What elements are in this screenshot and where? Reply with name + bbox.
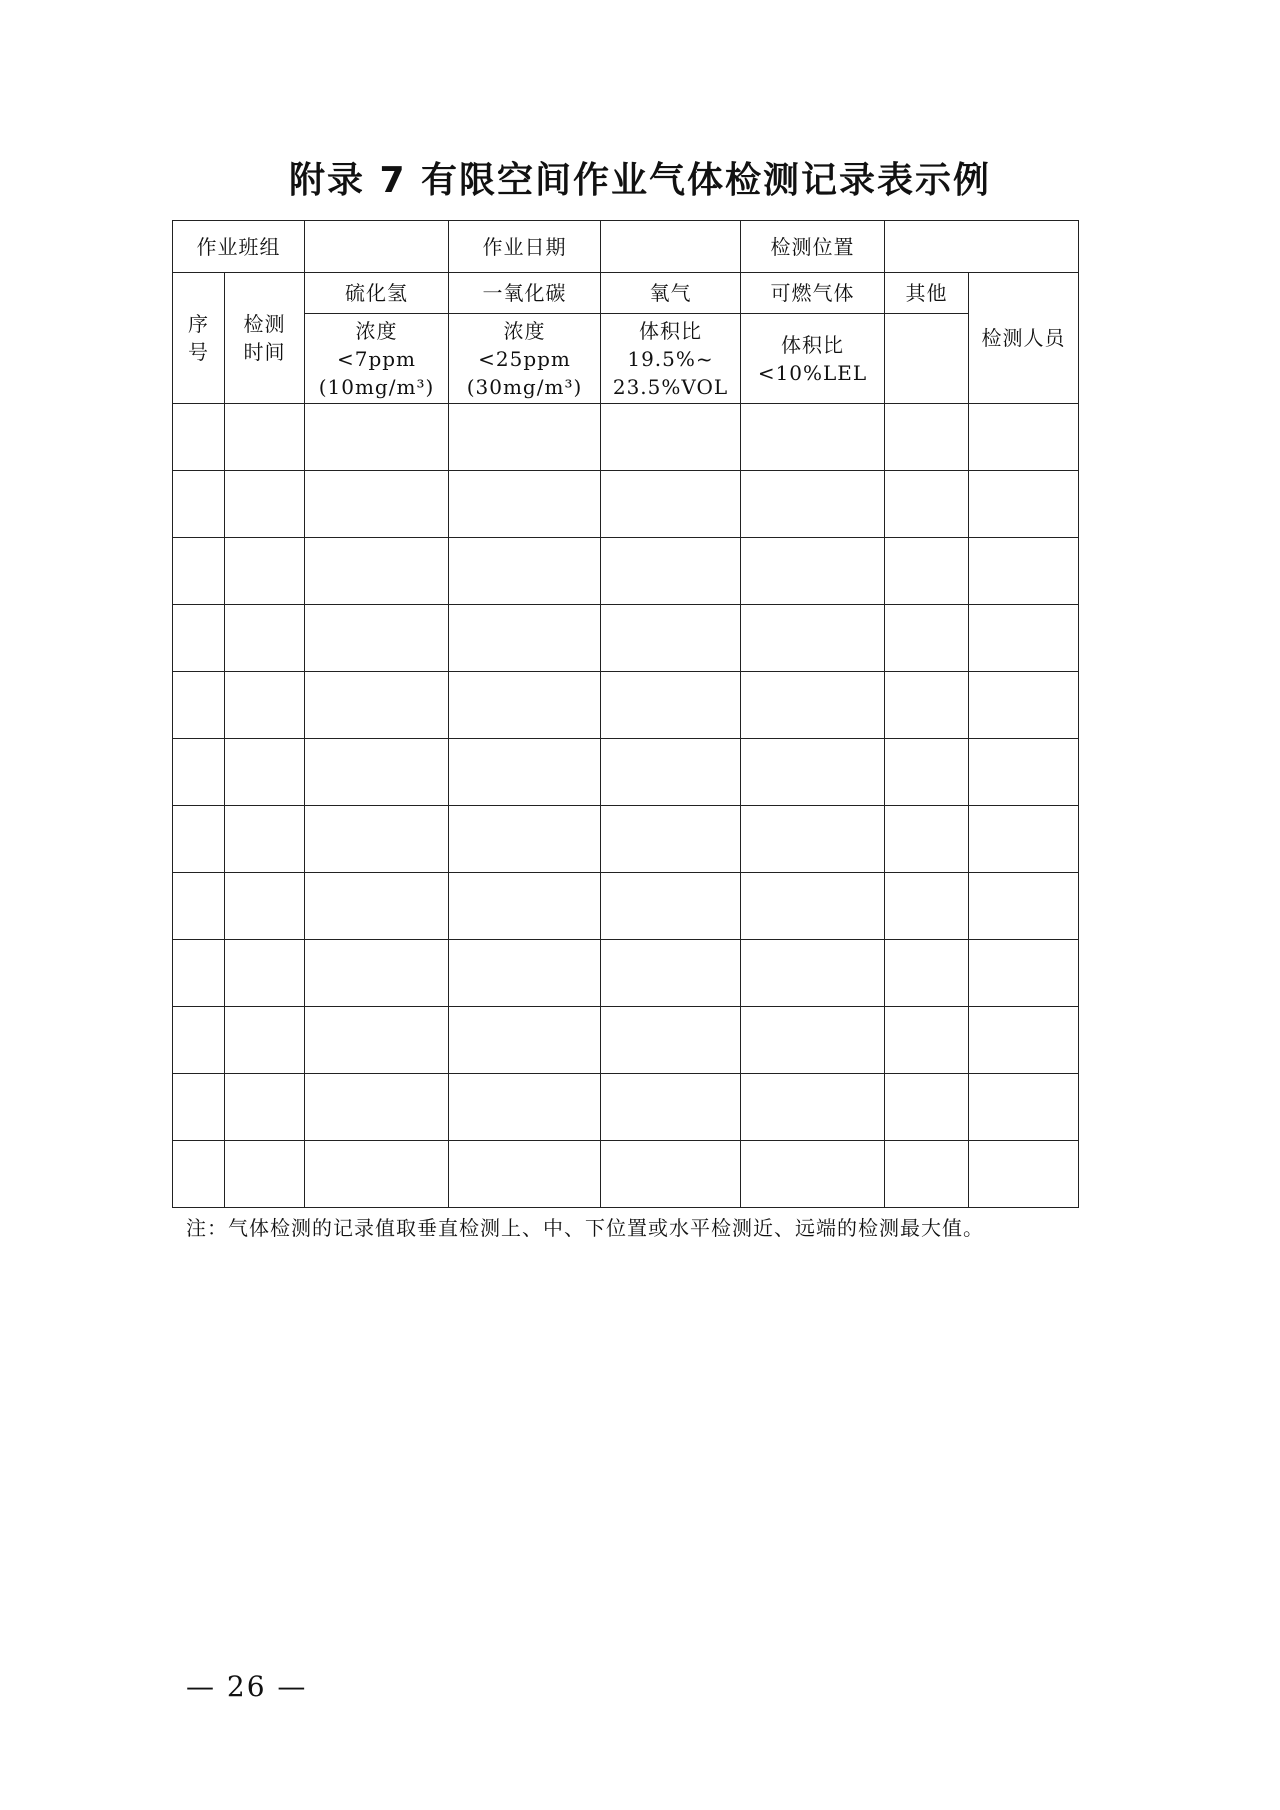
table-cell[interactable] bbox=[601, 873, 741, 940]
table-cell[interactable] bbox=[601, 471, 741, 538]
date-value-cell[interactable] bbox=[601, 221, 741, 273]
combustible-threshold bbox=[741, 314, 885, 404]
table-cell[interactable] bbox=[449, 471, 601, 538]
table-cell[interactable] bbox=[885, 538, 969, 605]
table-cell[interactable] bbox=[225, 1074, 305, 1141]
combustible-threshold-line: <10%LEL bbox=[757, 360, 868, 385]
footnote: 注：气体检测的记录值取垂直检测上、中、下位置或水平检测近、远端的检测最大值。 bbox=[186, 1216, 984, 1240]
table-cell[interactable] bbox=[173, 538, 225, 605]
table-cell[interactable] bbox=[173, 940, 225, 1007]
table-cell[interactable] bbox=[305, 806, 449, 873]
time-header-line2: 时间 bbox=[243, 340, 286, 364]
table-cell[interactable] bbox=[225, 404, 305, 471]
table-cell[interactable] bbox=[885, 471, 969, 538]
other-header: 其他 bbox=[885, 273, 969, 314]
table-cell[interactable] bbox=[885, 940, 969, 1007]
table-cell[interactable] bbox=[601, 1074, 741, 1141]
table-cell[interactable] bbox=[601, 538, 741, 605]
o2-threshold bbox=[601, 314, 741, 404]
co-threshold-line: 浓度 bbox=[503, 318, 546, 343]
table-cell[interactable] bbox=[449, 672, 601, 739]
table-cell[interactable] bbox=[305, 873, 449, 940]
table-row bbox=[173, 404, 1079, 471]
table-cell[interactable] bbox=[969, 605, 1079, 672]
table-cell[interactable] bbox=[225, 471, 305, 538]
co-threshold-line: (30mg/m³) bbox=[466, 374, 583, 399]
table-cell[interactable] bbox=[449, 605, 601, 672]
table-cell[interactable] bbox=[173, 739, 225, 806]
table-cell[interactable] bbox=[173, 471, 225, 538]
location-label: 检测位置 bbox=[741, 221, 885, 273]
time-header-line1: 检测 bbox=[243, 312, 286, 336]
table-cell[interactable] bbox=[305, 1074, 449, 1141]
table-cell[interactable] bbox=[885, 806, 969, 873]
table-cell[interactable] bbox=[225, 538, 305, 605]
table-cell[interactable] bbox=[885, 873, 969, 940]
table-cell[interactable] bbox=[601, 672, 741, 739]
table-cell[interactable] bbox=[885, 1074, 969, 1141]
table-cell[interactable] bbox=[449, 739, 601, 806]
h2s-threshold-line: <7ppm bbox=[336, 346, 417, 371]
table-cell[interactable] bbox=[885, 672, 969, 739]
table-cell[interactable] bbox=[741, 538, 885, 605]
time-header bbox=[225, 273, 305, 404]
team-value-cell[interactable] bbox=[305, 221, 449, 273]
o2-threshold-line: 19.5%~ bbox=[627, 346, 714, 371]
table-cell[interactable] bbox=[449, 1074, 601, 1141]
table-cell[interactable] bbox=[741, 739, 885, 806]
seq-header-line1: 序 bbox=[188, 312, 209, 336]
table-cell[interactable] bbox=[173, 404, 225, 471]
table-cell[interactable] bbox=[601, 806, 741, 873]
table-cell[interactable] bbox=[741, 1141, 885, 1208]
table-cell[interactable] bbox=[305, 940, 449, 1007]
h2s-threshold bbox=[305, 314, 449, 404]
table-cell[interactable] bbox=[969, 404, 1079, 471]
table-cell[interactable] bbox=[969, 806, 1079, 873]
table-cell[interactable] bbox=[885, 739, 969, 806]
table-cell[interactable] bbox=[173, 1007, 225, 1074]
table-cell[interactable] bbox=[173, 605, 225, 672]
table-cell[interactable] bbox=[305, 1141, 449, 1208]
table-row bbox=[173, 1007, 1079, 1074]
co-threshold bbox=[449, 314, 601, 404]
table-cell[interactable] bbox=[173, 1141, 225, 1208]
table-row bbox=[173, 471, 1079, 538]
table-cell[interactable] bbox=[601, 1007, 741, 1074]
table-cell[interactable] bbox=[601, 1141, 741, 1208]
table-cell[interactable] bbox=[885, 1007, 969, 1074]
table-cell[interactable] bbox=[741, 672, 885, 739]
table-cell[interactable] bbox=[449, 538, 601, 605]
table-cell[interactable] bbox=[969, 1074, 1079, 1141]
table-cell[interactable] bbox=[601, 404, 741, 471]
table-cell[interactable] bbox=[741, 806, 885, 873]
table-cell[interactable] bbox=[741, 873, 885, 940]
table-cell[interactable] bbox=[305, 538, 449, 605]
table-cell[interactable] bbox=[305, 404, 449, 471]
table-cell[interactable] bbox=[741, 940, 885, 1007]
table-cell[interactable] bbox=[173, 1074, 225, 1141]
table-cell[interactable] bbox=[969, 471, 1079, 538]
header-info-row bbox=[173, 221, 1079, 273]
table-cell[interactable] bbox=[305, 739, 449, 806]
table-row bbox=[173, 605, 1079, 672]
gas-header-row bbox=[173, 273, 1079, 314]
table-cell[interactable] bbox=[225, 1141, 305, 1208]
table-cell[interactable] bbox=[449, 806, 601, 873]
table-cell[interactable] bbox=[225, 1007, 305, 1074]
gas-detection-record-table bbox=[172, 220, 1079, 1208]
date-label: 作业日期 bbox=[449, 221, 601, 273]
co-header: 一氧化碳 bbox=[449, 273, 601, 314]
inspector-header: 检测人员 bbox=[969, 273, 1079, 404]
o2-threshold-line: 体积比 bbox=[639, 318, 702, 343]
h2s-threshold-line: (10mg/m³) bbox=[318, 374, 435, 399]
table-cell[interactable] bbox=[225, 806, 305, 873]
table-cell[interactable] bbox=[305, 605, 449, 672]
table-cell[interactable] bbox=[601, 739, 741, 806]
table-cell[interactable] bbox=[449, 1007, 601, 1074]
table-cell[interactable] bbox=[969, 672, 1079, 739]
table-row bbox=[173, 1141, 1079, 1208]
table-cell[interactable] bbox=[741, 605, 885, 672]
table-cell[interactable] bbox=[225, 605, 305, 672]
co-threshold-line: <25ppm bbox=[478, 346, 571, 371]
table-cell[interactable] bbox=[969, 538, 1079, 605]
location-value-cell[interactable] bbox=[885, 221, 1079, 273]
o2-threshold-line: 23.5%VOL bbox=[612, 374, 729, 399]
table-cell[interactable] bbox=[969, 940, 1079, 1007]
table-cell[interactable] bbox=[305, 1007, 449, 1074]
team-label: 作业班组 bbox=[173, 221, 305, 273]
h2s-header: 硫化氢 bbox=[305, 273, 449, 314]
o2-header: 氧气 bbox=[601, 273, 741, 314]
seq-header bbox=[173, 273, 225, 404]
table-row bbox=[173, 672, 1079, 739]
table-cell[interactable] bbox=[601, 940, 741, 1007]
table-cell[interactable] bbox=[969, 1141, 1079, 1208]
table-cell[interactable] bbox=[449, 940, 601, 1007]
table-cell[interactable] bbox=[305, 672, 449, 739]
seq-header-line2: 号 bbox=[188, 340, 209, 364]
table-cell[interactable] bbox=[969, 1007, 1079, 1074]
other-threshold bbox=[885, 314, 969, 404]
table-cell[interactable] bbox=[305, 471, 449, 538]
table-cell[interactable] bbox=[225, 739, 305, 806]
combustible-threshold-line: 体积比 bbox=[781, 332, 844, 357]
table-cell[interactable] bbox=[741, 1074, 885, 1141]
table-cell[interactable] bbox=[601, 605, 741, 672]
table-row bbox=[173, 806, 1079, 873]
table-cell[interactable] bbox=[225, 940, 305, 1007]
table-cell[interactable] bbox=[741, 1007, 885, 1074]
table-row bbox=[173, 940, 1079, 1007]
threshold-header-row bbox=[173, 314, 1079, 404]
table-cell[interactable] bbox=[173, 672, 225, 739]
table-cell[interactable] bbox=[885, 1141, 969, 1208]
table-cell[interactable] bbox=[741, 471, 885, 538]
table-cell[interactable] bbox=[969, 873, 1079, 940]
table-cell[interactable] bbox=[449, 873, 601, 940]
table-row bbox=[173, 739, 1079, 806]
h2s-threshold-line: 浓度 bbox=[355, 318, 398, 343]
combustible-header: 可燃气体 bbox=[741, 273, 885, 314]
table-cell[interactable] bbox=[969, 739, 1079, 806]
table-cell[interactable] bbox=[885, 605, 969, 672]
table-cell[interactable] bbox=[741, 404, 885, 471]
table-row bbox=[173, 1074, 1079, 1141]
table-cell[interactable] bbox=[885, 404, 969, 471]
table-cell[interactable] bbox=[449, 1141, 601, 1208]
table-cell[interactable] bbox=[173, 873, 225, 940]
table-cell[interactable] bbox=[449, 404, 601, 471]
table-cell[interactable] bbox=[173, 806, 225, 873]
page-number: — 26 — bbox=[186, 1670, 308, 1703]
table-cell[interactable] bbox=[225, 672, 305, 739]
table-row bbox=[173, 538, 1079, 605]
table-row bbox=[173, 873, 1079, 940]
table-cell[interactable] bbox=[225, 873, 305, 940]
page-title: 附录 7 有限空间作业气体检测记录表示例 bbox=[288, 160, 992, 201]
